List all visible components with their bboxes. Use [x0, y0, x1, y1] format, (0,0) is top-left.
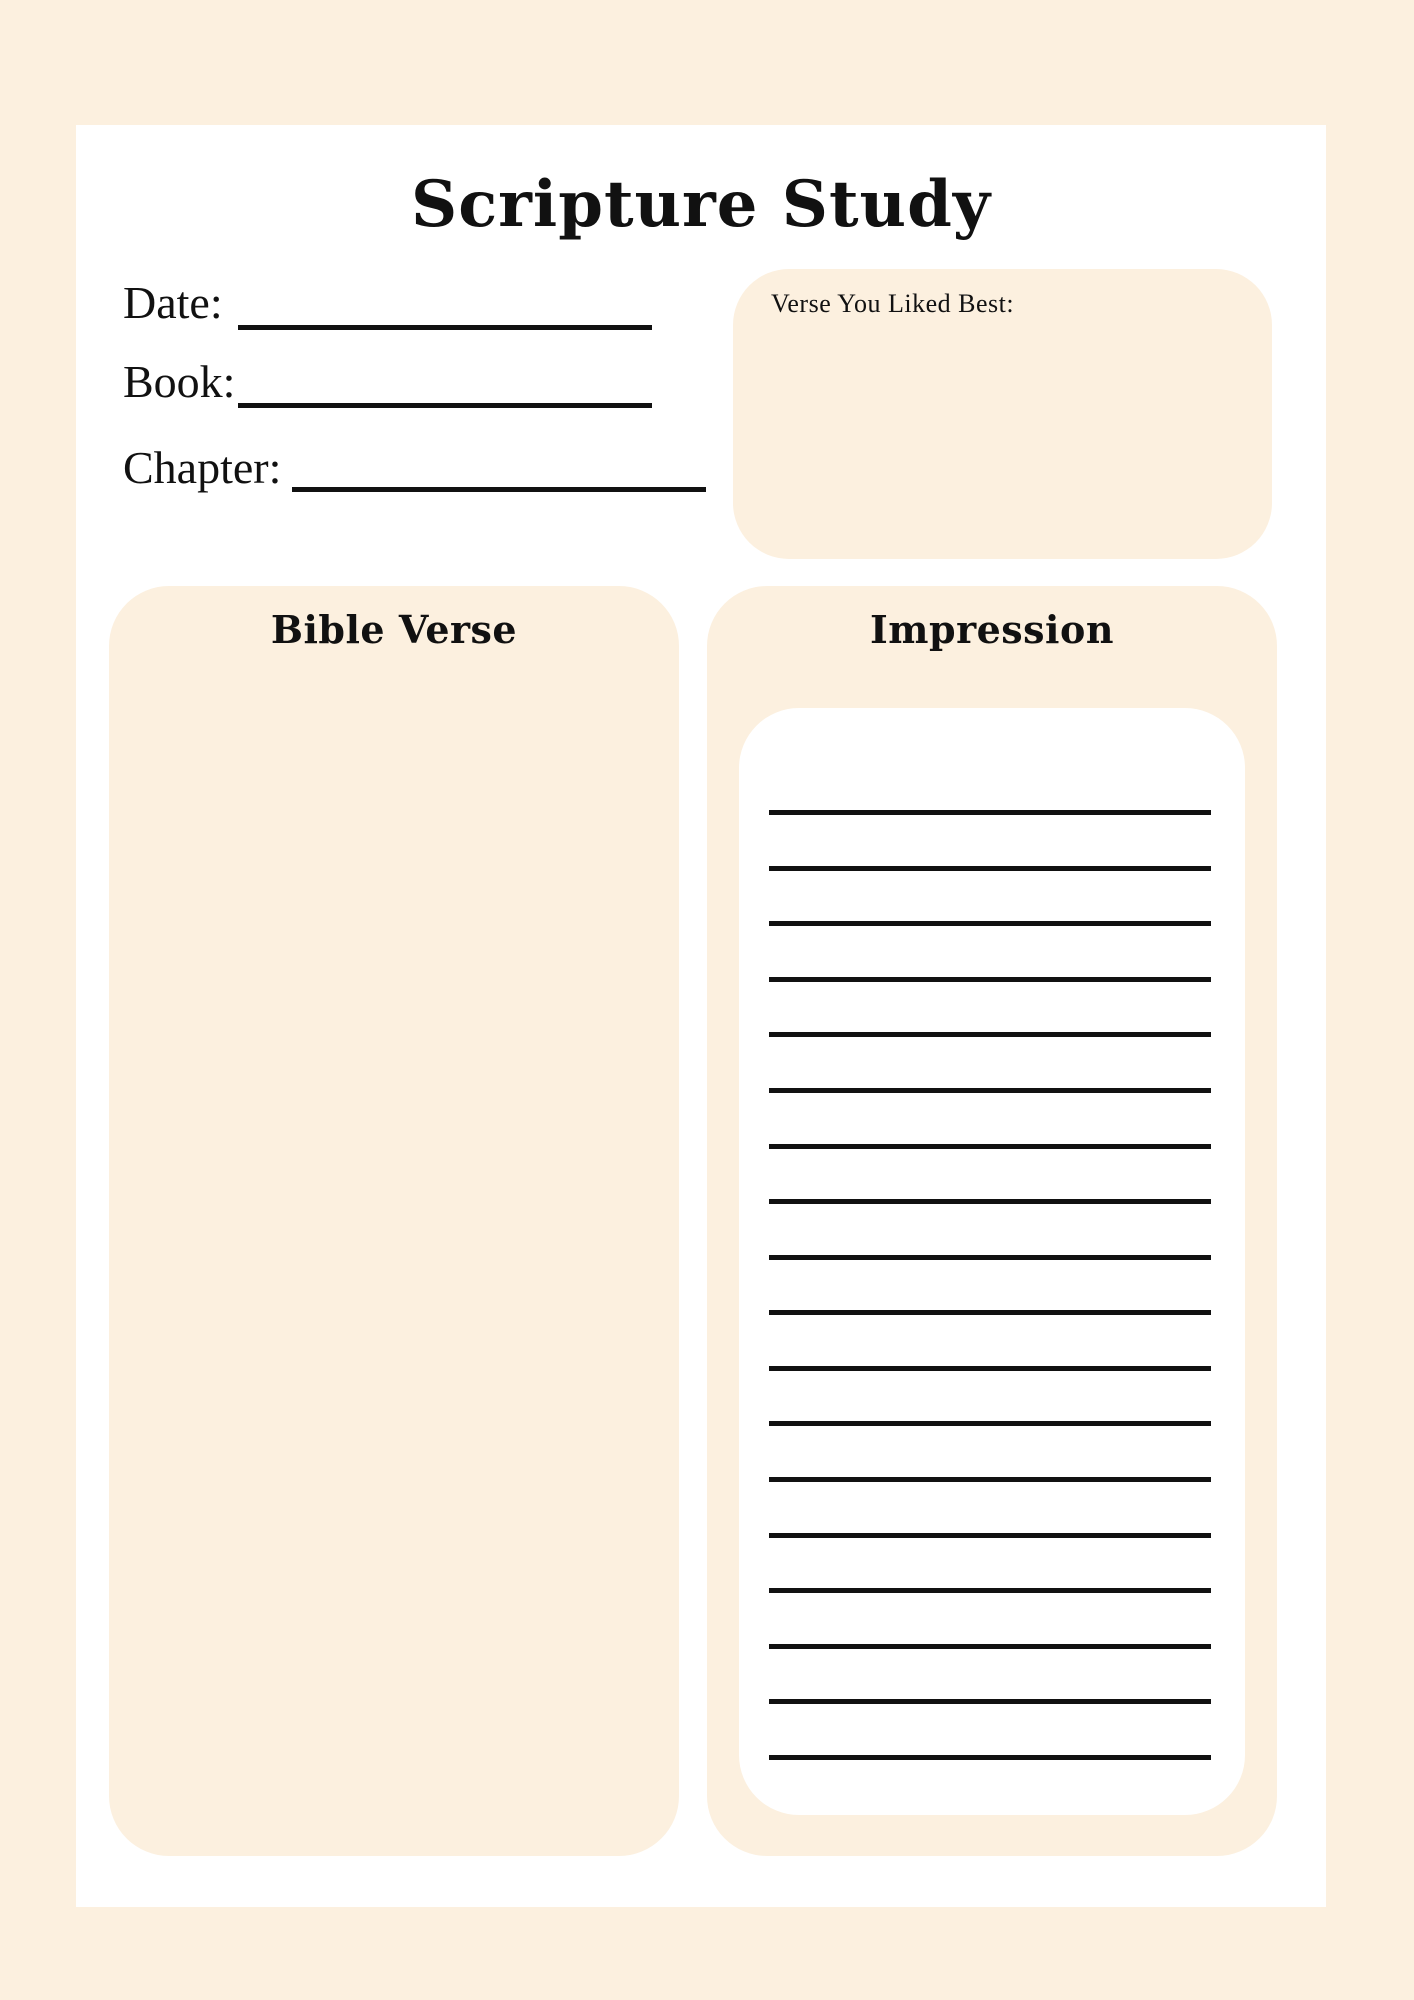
impression-ruled-line[interactable] [769, 1366, 1211, 1371]
impression-ruled-line[interactable] [769, 1699, 1211, 1704]
impression-ruled-line[interactable] [769, 1644, 1211, 1649]
bible-verse-panel[interactable] [109, 586, 679, 1856]
impression-ruled-line[interactable] [769, 1588, 1211, 1593]
impression-ruled-line[interactable] [769, 1421, 1211, 1426]
impression-ruled-line[interactable] [769, 977, 1211, 982]
impression-ruled-line[interactable] [769, 1477, 1211, 1482]
impression-ruled-line[interactable] [769, 810, 1211, 815]
impression-ruled-line[interactable] [769, 866, 1211, 871]
impression-ruled-line[interactable] [769, 921, 1211, 926]
favorite-verse-label: Verse You Liked Best: [771, 289, 1015, 318]
impression-ruled-line[interactable] [769, 1032, 1211, 1037]
impression-ruled-line[interactable] [769, 1533, 1211, 1538]
bible-verse-heading: Bible Verse [270, 607, 518, 652]
book-fill-line[interactable] [238, 403, 652, 408]
impression-notes-card[interactable] [739, 708, 1245, 1815]
impression-ruled-line[interactable] [769, 1144, 1211, 1149]
chapter-fill-line[interactable] [292, 487, 706, 492]
impression-ruled-line[interactable] [769, 1755, 1211, 1760]
date-label: Date: [123, 277, 223, 328]
book-label: Book: [123, 356, 236, 407]
date-fill-line[interactable] [238, 325, 652, 330]
impression-ruled-line[interactable] [769, 1310, 1211, 1315]
worksheet-page [76, 125, 1326, 1907]
page-title: Scripture Study [410, 167, 992, 242]
impression-panel [707, 586, 1277, 1856]
impression-ruled-line[interactable] [769, 1199, 1211, 1204]
impression-ruled-line[interactable] [769, 1255, 1211, 1260]
impression-ruled-line[interactable] [769, 1088, 1211, 1093]
favorite-verse-box[interactable] [733, 269, 1272, 559]
impression-heading: Impression [870, 607, 1114, 652]
chapter-label: Chapter: [123, 442, 282, 493]
